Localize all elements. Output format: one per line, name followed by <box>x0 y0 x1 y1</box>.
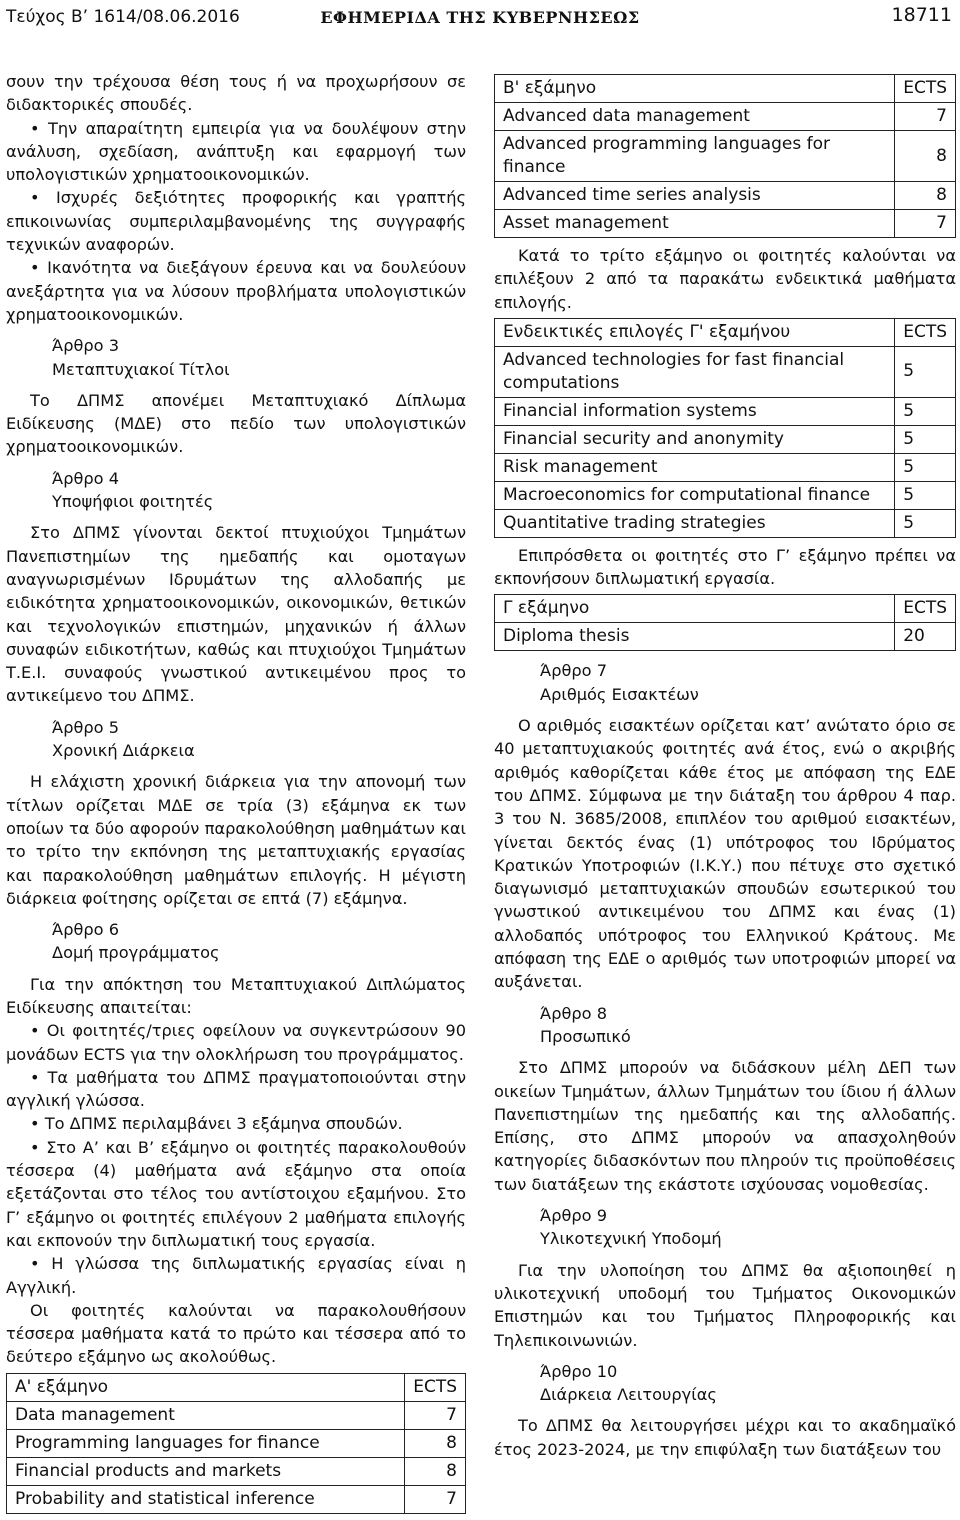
table-row <box>495 346 956 397</box>
article-number: Άρθρο 8 <box>540 1003 608 1023</box>
article-title: Υλικοτεχνική Υποδομή <box>540 1229 722 1249</box>
course-name: Advanced programming languages for finance <box>495 131 895 182</box>
semester-b-table <box>494 74 956 238</box>
course-name: Advanced technologies for fast financial computations <box>495 346 895 397</box>
course-name: Asset management <box>495 210 895 238</box>
table-row <box>7 1429 466 1457</box>
table-row <box>495 623 956 651</box>
left-column <box>6 70 466 1520</box>
article-title: Δομή προγράμματος <box>52 943 220 963</box>
ects-value: 5 <box>895 453 956 481</box>
table-row <box>495 509 956 537</box>
column-header: Β' εξάμηνο <box>495 75 895 103</box>
column-header: Α' εξάμηνο <box>7 1373 405 1401</box>
page-number: 18711 <box>891 4 952 26</box>
course-name: Macroeconomics for computational finance <box>495 481 895 509</box>
ects-value: 8 <box>405 1457 466 1485</box>
column-header: Γ εξάμηνο <box>495 595 895 623</box>
article-title: Χρονική Διάρκεια <box>52 741 195 761</box>
table-row <box>495 425 956 453</box>
paragraph: Κατά το τρίτο εξάμηνο οι φοιτητές καλούνται να επιλέξουν 2 από τα παρακάτω ενδεικτικά μαθήματα επιλογής. <box>494 246 956 312</box>
paragraph: Για την υλοποίηση του ΔΠΜΣ θα αξιοποιηθεί η υλικοτεχνική υποδομή του Τμήματος Οικονομικών Επιστημών και του Τμήματος Πληροφορικής και Τηλεπικοινωνιών. <box>494 1260 956 1350</box>
table-header-row <box>495 595 956 623</box>
ects-value: 7 <box>405 1485 466 1513</box>
course-name: Financial security and anonymity <box>495 425 895 453</box>
ects-value: 20 <box>895 623 956 651</box>
paragraph: Επιπρόσθετα οι φοιτητές στο Γ’ εξάμηνο πρέπει να εκπονήσουν διπλωματική εργασία. <box>494 545 956 589</box>
ects-value: 7 <box>895 210 956 238</box>
column-header: ECTS <box>895 75 956 103</box>
course-name: Advanced time series analysis <box>495 182 895 210</box>
table-row <box>495 210 956 238</box>
paragraph: σουν την τρέχουσα θέση τους ή να προχωρήσουν σε διδακτορικές σπουδές. <box>6 72 466 115</box>
course-name: Diploma thesis <box>495 623 895 651</box>
semester-a-table <box>6 1373 466 1514</box>
paragraph: Οι φοιτητές καλούνται να παρακολουθήσουν τέσσερα μαθήματα κατά το πρώτο και τέσσερα από το δεύτερο εξάμηνο ως ακολούθως. <box>6 1300 466 1367</box>
table-row <box>7 1457 466 1485</box>
article-title: Μεταπτυχιακοί Τίτλοι <box>52 359 230 379</box>
table-row <box>495 131 956 182</box>
ects-value: 5 <box>895 509 956 537</box>
ects-value: 5 <box>895 397 956 425</box>
article-title: Προσωπικό <box>540 1026 631 1046</box>
table-row <box>7 1401 466 1429</box>
course-name: Quantitative trading strategies <box>495 509 895 537</box>
semester-c-table <box>494 594 956 651</box>
bullet-item: • Στο Α’ και Β’ εξάμηνο οι φοιτητές παρακολουθούν τέσσερα (4) μαθήματα ανά εξάμηνο στα οποία εξετάζονται στο τέλος του αντίστοιχου εξαμήνου. Στο Γ’ εξάμηνο οι φοιτητές επιλέγουν 2 μαθήματα επιλογής και εκπονούν την διπλωματική τους εργασία. <box>6 1137 466 1250</box>
article-title: Αριθμός Εισακτέων <box>540 684 699 704</box>
paragraph: Στο ΔΠΜΣ γίνονται δεκτοί πτυχιούχοι Τμημάτων Πανεπιστημίων της ημεδαπής και ομοταγων αναγνωρισμένων Ιδρυμάτων της αλλοδαπής με ειδικότητα χρηματοοικονομικών, οικονομικών, θετικών και τεχνολογικών επιστημών, μηχανικών ή άλλων συναφών ειδικοτήτων, καθώς και πτυχιούχοι Τμημάτων Τ.Ε.Ι. συναφούς γνωστικού αντικειμένου προς το αντικείμενο του ΔΠΜΣ. <box>6 523 466 706</box>
ects-value: 8 <box>895 182 956 210</box>
table-header-row <box>495 75 956 103</box>
table-header-row <box>7 1373 466 1401</box>
ects-value: 7 <box>405 1401 466 1429</box>
bullet-item: • Τα μαθήματα του ΔΠΜΣ πραγματοποιούνται στην αγγλική γλώσσα. <box>6 1067 466 1111</box>
column-header: ECTS <box>895 595 956 623</box>
article-number: Άρθρο 6 <box>52 920 120 940</box>
column-header: ECTS <box>405 1373 466 1401</box>
table-row <box>495 453 956 481</box>
ects-value: 5 <box>895 346 956 397</box>
paragraph: Στο ΔΠΜΣ μπορούν να διδάσκουν μέλη ΔΕΠ των οικείων Τμημάτων, άλλων Τμημάτων του ίδιου ή άλλων Πανεπιστημίων της ημεδαπής και της αλλοδαπής. Επίσης, στο ΔΠΜΣ μπορούν να απασχοληθούν κατηγορίες διδασκόντων που πληρούν τις προϋποθέσεις των διατάξεων της εκάστοτε ισχύουσας νομοθεσίας. <box>494 1058 956 1194</box>
column-header: ECTS <box>895 318 956 346</box>
course-name: Data management <box>7 1401 405 1429</box>
course-name: Risk management <box>495 453 895 481</box>
paragraph: Το ΔΠΜΣ απονέμει Μεταπτυχιακό Δίπλωμα Ειδίκευσης (ΜΔΕ) στο πεδίο των υπολογιστικών χρηματοοικονομικών. <box>6 390 466 457</box>
ects-value: 7 <box>895 103 956 131</box>
page-header <box>0 0 960 40</box>
table-row <box>495 182 956 210</box>
article-number: Άρθρο 3 <box>52 336 120 356</box>
issue-number: Τεύχος Β’ 1614/08.06.2016 <box>6 7 240 27</box>
table-row <box>7 1485 466 1513</box>
ects-value: 5 <box>895 481 956 509</box>
course-name: Financial information systems <box>495 397 895 425</box>
paragraph: Η ελάχιστη χρονική διάρκεια για την απονομή των τίτλων ορίζεται ΜΔΕ σε τρία (3) εξάμηνα εκ των οποίων τα δύο αφορούν παρακολούθηση μαθημάτων και το τρίτο την εκπόνηση της μεταπτυχιακής εργασίας και παρακολούθηση μαθημάτων επιλογής. Η μέγιστη διάρκεια φοίτησης ορίζεται σε επτά (7) εξάμηνα. <box>6 772 466 908</box>
table-row <box>495 481 956 509</box>
ects-value: 8 <box>405 1429 466 1457</box>
paragraph: Για την απόκτηση του Μεταπτυχιακού Διπλώματος Ειδίκευσης απαιτείται: <box>6 974 466 1017</box>
article-title: Υποψήφιοι φοιτητές <box>52 492 214 512</box>
bullet-item: • Η γλώσσα της διπλωματικής εργασίας είναι η Αγγλική. <box>6 1254 466 1297</box>
bullet-item: • Την απαραίτητη εμπειρία για να δουλέψουν στην ανάλυση, σχεδίαση, ανάπτυξη και εφαρμογή των υπολογιστικών χρηματοοικονομικών. <box>6 118 466 185</box>
article-number: Άρθρο 5 <box>52 717 120 737</box>
paragraph: Το ΔΠΜΣ θα λειτουργήσει μέχρι και το ακαδημαϊκό έτος 2023-2024, με την επιφύλαξη των διατάξεων του <box>494 1416 956 1459</box>
article-number: Άρθρο 7 <box>540 661 608 681</box>
article-number: Άρθρο 4 <box>52 468 120 488</box>
table-header-row <box>495 318 956 346</box>
right-column <box>494 70 956 1461</box>
paragraph: Ο αριθμός εισακτέων ορίζεται κατ’ ανώτατο όριο σε 40 μεταπτυχιακούς φοιτητές ανά έτος, ενώ ο ακριβής αριθμός καθορίζεται κάθε έτος με απόφαση της ΕΔΕ του ΔΠΜΣ. Σύμφωνα με την διάταξη του άρθρου 4 παρ. 3 του Ν. 3685/2008, επιπλέον του αριθμού εισακτέων, γίνεται δεκτός ένας (1) υπότροφος του Ιδρύματος Κρατικών Υποτροφιών (Ι.Κ.Υ.) που πέτυχε στο σχετικό διαγωνισμό μεταπτυχιακών σπουδών εσωτερικού του γνωστικού αντικειμένου του ΔΠΜΣ και ένας (1) αλλοδαπός υπότροφος του Ελληνικού Κράτους. Με απόφαση της ΕΔΕ ο αριθμός των υποτροφιών μπορεί να αυξάνεται. <box>494 716 956 992</box>
table-row <box>495 397 956 425</box>
article-title: Διάρκεια Λειτουργίας <box>540 1385 717 1405</box>
gazette-title: ΕΦΗΜΕΡΙΔΑ ΤΗΣ ΚΥΒΕΡΝΗΣΕΩΣ <box>320 8 640 27</box>
bullet-item: • Ικανότητα να διεξάγουν έρευνα και να δουλεύουν ανεξάρτητα για να λύσουν προβλήματα υπολογιστικών χρηματοοικονομικών. <box>6 258 466 324</box>
table-row <box>495 103 956 131</box>
course-name: Advanced data management <box>495 103 895 131</box>
bullet-item: • Οι φοιτητές/τριες οφείλουν να συγκεντρώσουν 90 μονάδων ECTS για την ολοκλήρωση του προγράμματος. <box>6 1021 466 1064</box>
bullet-item: • Το ΔΠΜΣ περιλαμβάνει 3 εξάμηνα σπουδών. <box>30 1114 403 1134</box>
course-name: Programming languages for finance <box>7 1429 405 1457</box>
course-name: Financial products and markets <box>7 1457 405 1485</box>
article-number: Άρθρο 10 <box>540 1361 618 1381</box>
article-number: Άρθρο 9 <box>540 1206 608 1226</box>
bullet-item: • Ισχυρές δεξιότητες προφορικής και γραπτής επικοινωνίας συμπεριλαμβανομένης της συγγραφής τεχνικών αναφορών. <box>6 188 466 255</box>
column-header: Ενδεικτικές επιλογές Γ' εξαμήνου <box>495 318 895 346</box>
elective-courses-table <box>494 318 956 538</box>
course-name: Probability and statistical inference <box>7 1485 405 1513</box>
ects-value: 8 <box>895 131 956 182</box>
ects-value: 5 <box>895 425 956 453</box>
